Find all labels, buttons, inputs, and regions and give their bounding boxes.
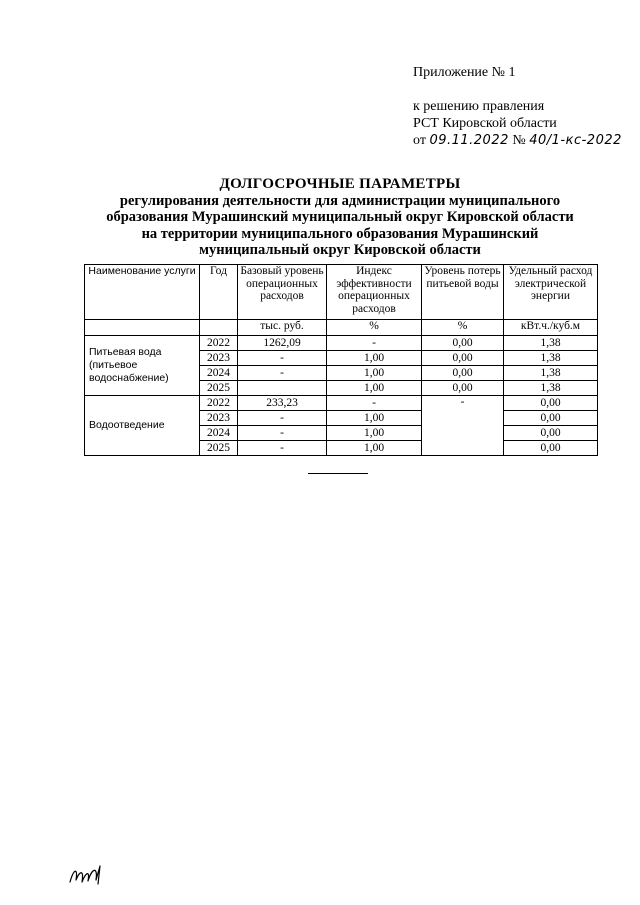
cell-index: 1,00 — [327, 381, 422, 396]
cell-losses: 0,00 — [422, 351, 504, 366]
cell-year: 2024 — [200, 366, 238, 381]
cell-base: - — [238, 426, 327, 441]
title-line-4: муниципальный округ Кировской области — [199, 242, 481, 258]
cell-year: 2022 — [200, 336, 238, 351]
document-title — [60, 176, 620, 259]
cell-year: 2024 — [200, 426, 238, 441]
header-energy: Удельный расход электрической энергии — [504, 265, 598, 320]
cell-base: - — [238, 351, 327, 366]
cell-year: 2022 — [200, 396, 238, 411]
cell-base: 1262,09 — [238, 336, 327, 351]
unit-index: % — [327, 320, 422, 336]
header-base: Базовый уровень операционных расходов — [238, 265, 327, 320]
cell-energy: 1,38 — [504, 351, 598, 366]
end-divider — [308, 473, 368, 474]
cell-index: - — [327, 336, 422, 351]
cell-index: 1,00 — [327, 366, 422, 381]
appendix-decision: к решению правления — [413, 99, 545, 114]
cell-base: - — [238, 441, 327, 456]
cell-losses: 0,00 — [422, 381, 504, 396]
signature-mark — [66, 862, 116, 888]
number-sign: № — [512, 133, 526, 148]
cell-base: 233,23 — [238, 396, 327, 411]
service-sewerage: Водоотведение — [85, 396, 200, 456]
cell-energy: 1,38 — [504, 366, 598, 381]
title-line-2: образования Мурашинский муниципальный округ Кировской области — [106, 209, 574, 225]
cell-base: - — [238, 366, 327, 381]
cell-index: 1,00 — [327, 441, 422, 456]
appendix-block — [413, 64, 622, 149]
table-row — [85, 336, 598, 351]
title-line-1: регулирования деятельности для администрации муниципального — [119, 192, 561, 209]
cell-energy: 0,00 — [504, 411, 598, 426]
handwritten-number: 40/1-кс-2022 — [529, 133, 622, 148]
cell-year: 2025 — [200, 441, 238, 456]
header-losses: Уровень потерь питьевой воды — [422, 265, 504, 320]
cell-year: 2023 — [200, 411, 238, 426]
appendix-authority: РСТ Кировской области — [413, 116, 557, 131]
handwritten-date: 09.11.2022 — [429, 133, 509, 148]
cell-losses: 0,00 — [422, 336, 504, 351]
header-index: Индекс эффективности операционных расходов — [327, 265, 422, 320]
table-row — [85, 396, 598, 411]
cell-year: 2025 — [200, 381, 238, 396]
cell-index: 1,00 — [327, 351, 422, 366]
title-line-3: на территории муниципального образования Мурашинский — [141, 225, 539, 242]
date-prefix: от — [413, 133, 426, 148]
cell-index: - — [327, 396, 422, 411]
unit-energy: кВт.ч./куб.м — [504, 320, 598, 336]
parameters-table — [84, 264, 598, 456]
cell-energy: 0,00 — [504, 426, 598, 441]
service-water: Питьевая вода (питьевое водоснабжение) — [85, 336, 200, 396]
cell-base: - — [238, 411, 327, 426]
cell-year: 2023 — [200, 351, 238, 366]
cell-energy: 1,38 — [504, 381, 598, 396]
cell-energy: 0,00 — [504, 396, 598, 411]
cell-index: 1,00 — [327, 426, 422, 441]
cell-losses: 0,00 — [422, 366, 504, 381]
header-year: Год — [200, 265, 238, 320]
cell-energy: 1,38 — [504, 336, 598, 351]
unit-losses: % — [422, 320, 504, 336]
cell-base — [238, 381, 327, 396]
title-main: ДОЛГОСРОЧНЫЕ ПАРАМЕТРЫ — [219, 176, 461, 192]
unit-base: тыс. руб. — [238, 320, 327, 336]
appendix-number: Приложение № 1 — [413, 65, 516, 80]
cell-energy: 0,00 — [504, 441, 598, 456]
header-name: Наименование услуги — [85, 265, 200, 320]
cell-index: 1,00 — [327, 411, 422, 426]
cell-losses-merged: - — [422, 396, 504, 456]
appendix-date-line — [413, 132, 622, 149]
